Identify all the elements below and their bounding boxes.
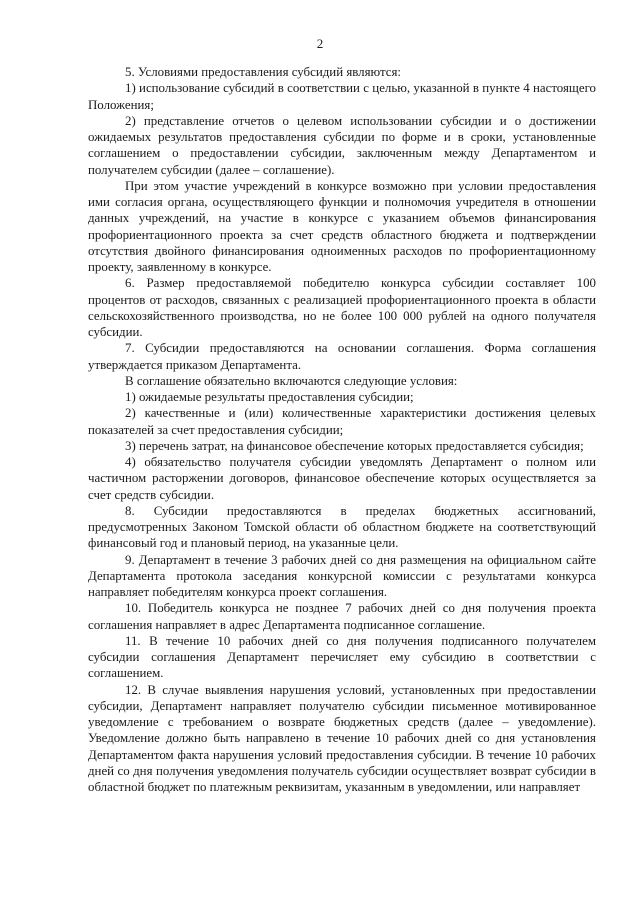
document-body (88, 64, 596, 795)
paragraph-11-transfer: 11. В течение 10 рабочих дней со дня получения подписанного получателем субсидии соглашения Департамент перечисляет ему субсидию в соответствии с соглашением. (88, 633, 596, 681)
paragraph-7-conditions-heading: В соглашение обязательно включаются следующие условия: (125, 373, 458, 388)
paragraph-12-violation: 12. В случае выявления нарушения условий, установленных при предоставлении субсидии, Департамент направляет получателю субсидии письменное мотивированное уведомление с требованием о возврате бюджетных средств (далее – уведомление). Уведомление должно быть направлено в течение 10 рабочих дней со дня установления Департаментом факта нарушения условий предоставления субсидии. В течение 10 рабочих дней со дня получения уведомления получатель субсидии осуществляет возврат субсидии в областной бюджет по платежным реквизитам, указанным в уведомлении, или направляет (88, 682, 596, 794)
page-number: 2 (316, 36, 324, 51)
paragraph-6-subsidy-amount: 6. Размер предоставляемой победителю конкурса субсидии составляет 100 процентов от расходов, связанных с реализацией профориентационного проекта в области сельскохозяйственного производства, но не более 100 000 рублей на одного получателя субсидии. (88, 276, 596, 339)
paragraph-7-item-2: 2) качественные и (или) количественные характеристики достижения целевых показателей за счет предоставления субсидии; (88, 406, 596, 437)
paragraph-7-agreement: 7. Субсидии предоставляются на основании соглашения. Форма соглашения утверждается приказом Департамента. (88, 341, 596, 372)
paragraph-7-item-4: 4) обязательство получателя субсидии уведомлять Департамент о полном или частичном расторжении договоров, финансовое обеспечение которых осуществляется за счет средств субсидии. (88, 455, 596, 502)
paragraph-10-signed-agreement: 10. Победитель конкурса не позднее 7 рабочих дней со дня получения проекта соглашения направляет в адрес Департамента подписанное соглашение. (88, 601, 596, 632)
paragraph-8-budget: 8. Субсидии предоставляются в пределах бюджетных ассигнований, предусмотренных Законом Томской области об областном бюджете на соответствующий финансовый год и плановый период, на указанные цели. (88, 503, 596, 551)
paragraph-5-conditions-heading: 5. Условиями предоставления субсидий являются: (125, 65, 402, 79)
paragraph-5-item-2: 2) представление отчетов о целевом использовании субсидии и о достижении ожидаемых результатов предоставления субсидии по форме и в сроки, установленные соглашением о предоставлении субсидии, заключенным между Департаментом и получателем субсидии (далее – соглашение). (88, 113, 596, 177)
paragraph-5-item-1: 1) использование субсидий в соответствии с целью, указанной в пункте 4 настоящего Положения; (88, 81, 596, 112)
paragraph-7-item-3: 3) перечень затрат, на финансовое обеспечение которых предоставляется субсидия; (125, 438, 584, 453)
paragraph-9-draft-agreement: 9. Департамент в течение 3 рабочих дней со дня размещения на официальном сайте Департамента протокола заседания конкурсной комиссии с результатами конкурса направляет победителям конкурса проект соглашения. (88, 552, 596, 599)
paragraph-institution-participation: При этом участие учреждений в конкурсе возможно при условии предоставления ими согласия органа, осуществляющего функции и полномочия учредителя в отношении данных учреждений, на участие в конкурсе с указанием объемов финансирования профориентационного проекта за счет средств областного бюджета и подтверждении отсутствия двойного финансирования одноименных расходов по профориентационному проекту, заявленному в конкурсе. (88, 178, 596, 274)
paragraph-7-item-1: 1) ожидаемые результаты предоставления субсидии; (125, 390, 414, 404)
